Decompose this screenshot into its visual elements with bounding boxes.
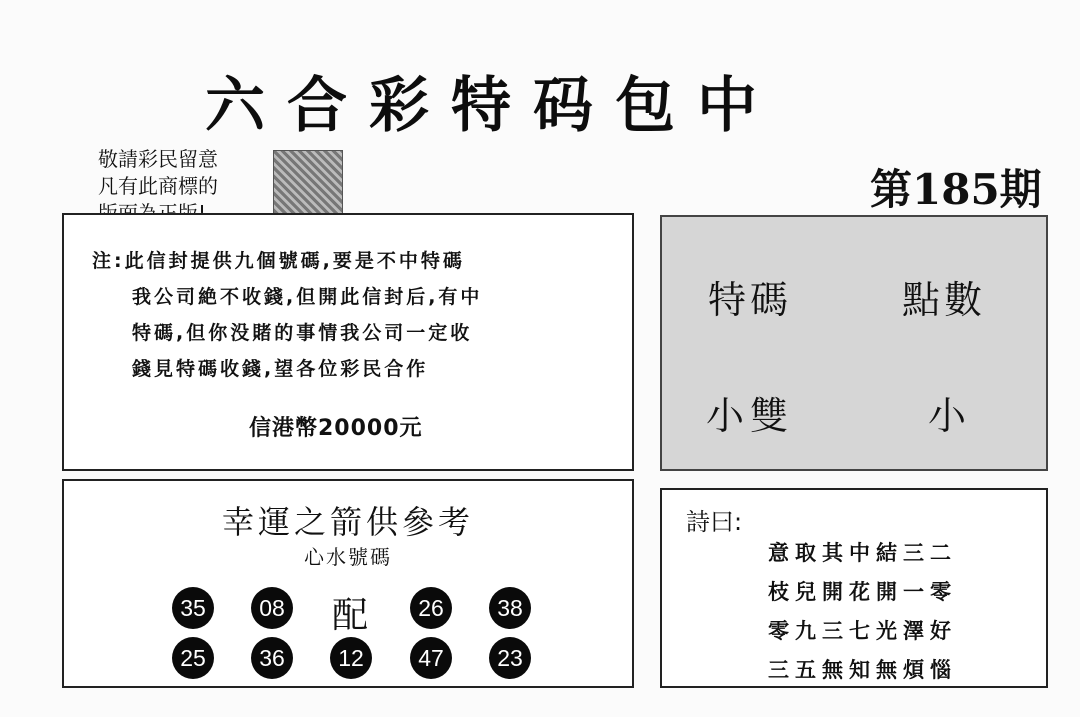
note-line: 錢見特碼收錢,望各位彩民合作 <box>132 358 429 380</box>
envelope-note-box <box>62 213 634 471</box>
trademark-logo-image <box>273 150 343 222</box>
note-line: 我公司絶不收錢,但開此信封后,有中 <box>132 286 483 308</box>
number-ball: 47 <box>410 637 452 679</box>
number-ball: 12 <box>330 637 372 679</box>
number-ball: 25 <box>172 637 214 679</box>
page-title: 六合彩特码包中 <box>205 71 779 141</box>
poem-line: 三五無知無煩惱 <box>768 658 957 682</box>
number-ball: 35 <box>172 587 214 629</box>
notice-line: 敬請彩民留意 <box>98 147 218 171</box>
number-ball: 26 <box>410 587 452 629</box>
number-ball: 36 <box>251 637 293 679</box>
poem-box <box>660 488 1048 688</box>
poem-line: 零九三七光澤好 <box>768 619 957 643</box>
notice-line: 凡有此商標的 <box>98 174 218 198</box>
special-code-header: 特碼 <box>708 278 793 322</box>
lucky-numbers-subtitle: 心水號碼 <box>304 545 392 569</box>
note-line: 特碼,但你没賭的事情我公司一定收 <box>132 322 473 344</box>
pair-character: 配 <box>332 595 369 636</box>
poem-line: 枝兒開花開一零 <box>768 580 957 604</box>
points-header: 點數 <box>902 278 987 322</box>
issue-number: 第185期 <box>870 165 1042 214</box>
poem-label: 詩曰: <box>686 508 743 536</box>
number-ball: 23 <box>489 637 531 679</box>
lucky-arrow-title: 幸運之箭供參考 <box>221 503 474 541</box>
poem-line: 意取其中結三二 <box>768 541 957 565</box>
points-value: 小 <box>928 394 967 438</box>
number-ball: 08 <box>251 587 293 629</box>
number-ball: 38 <box>489 587 531 629</box>
lucky-arrow-box <box>62 479 634 688</box>
price-text: 信港幣20000元 <box>249 416 423 441</box>
poem-text <box>768 534 957 690</box>
special-code-value: 小雙 <box>706 394 795 438</box>
note-line: 注:此信封提供九個號碼,要是不中特碼 <box>92 250 465 272</box>
special-code-points-box <box>660 215 1048 471</box>
note-text <box>92 243 482 387</box>
